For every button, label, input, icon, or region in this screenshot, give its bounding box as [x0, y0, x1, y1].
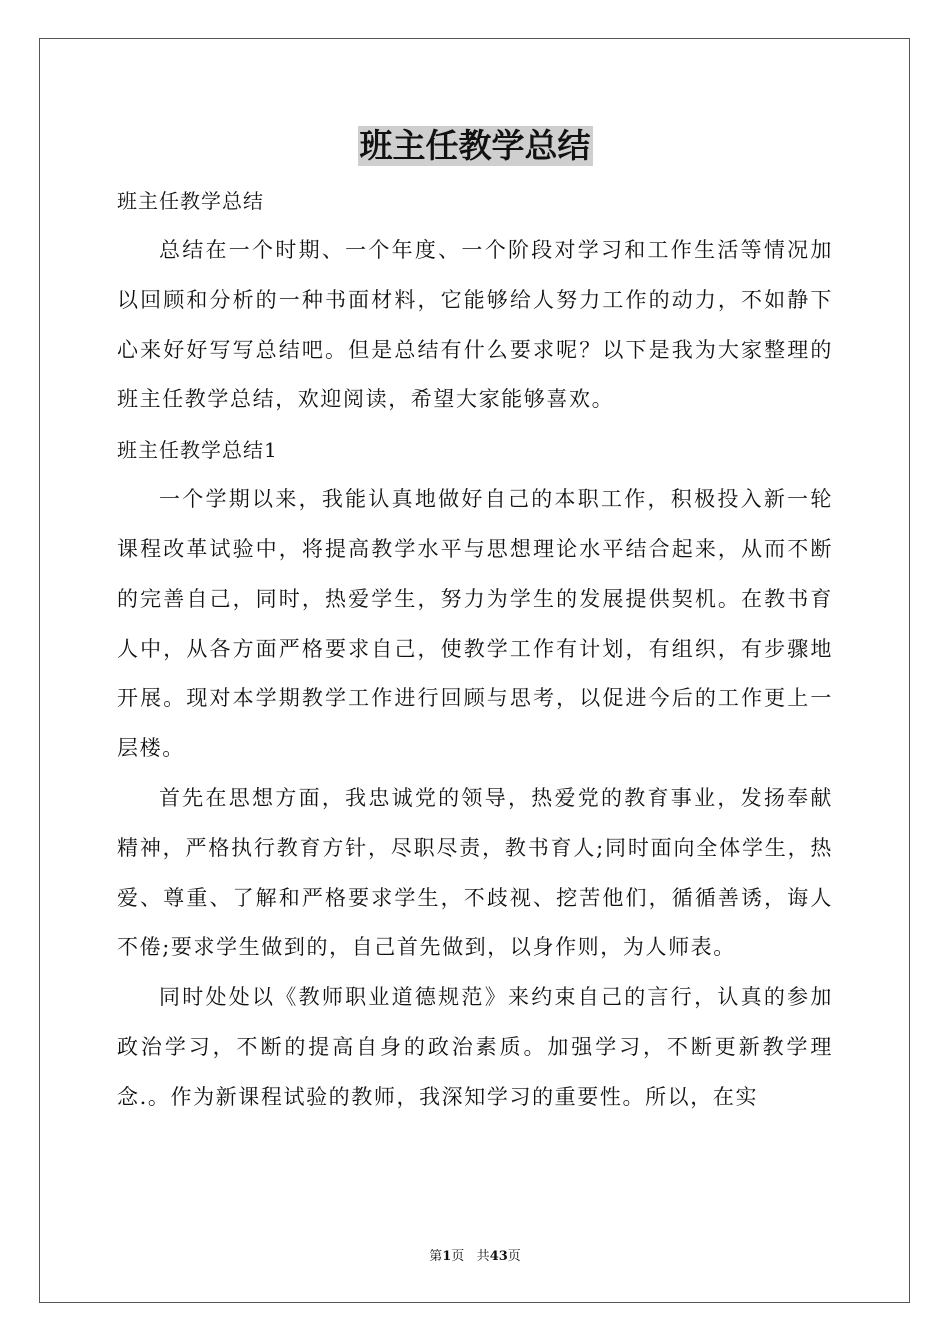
- footer-page-number: 1: [442, 1249, 452, 1264]
- footer-total-pages: 43: [489, 1249, 508, 1264]
- footer-prefix: 第: [429, 1249, 443, 1264]
- title-wrap: [117, 126, 833, 170]
- section-heading-intro: 班主任教学总结: [117, 189, 264, 213]
- footer-total-prefix: 共: [476, 1249, 490, 1264]
- section-heading-1: 班主任教学总结1: [117, 438, 278, 463]
- document-body: [117, 126, 833, 1123]
- footer-total-suffix: 页: [507, 1249, 521, 1264]
- paragraph-3: 同时处处以《教师职业道德规范》来约束自己的言行，认真的参加政治学习，不断的提高自身的政治素质。加强学习，不断更新教学理念.。作为新课程试验的教师，我深知学习的重要性。所以，在实: [117, 985, 833, 1109]
- paragraph-intro: 总结在一个时期、一个年度、一个阶段对学习和工作生活等情况加以回顾和分析的一种书面材料，它能够给人努力工作的动力，不如静下心来好好写写总结吧。但是总结有什么要求呢？以下是我为大家整理的班主任教学总结，欢迎阅读，希望大家能够喜欢。: [117, 238, 833, 412]
- document-title: 班主任教学总结: [359, 126, 591, 165]
- footer-page-suffix: 页: [451, 1249, 465, 1264]
- paragraph-1: 一个学期以来，我能认真地做好自己的本职工作，积极投入新一轮课程改革试验中，将提高教学水平与思想理论水平结合起来，从而不断的完善自己，同时，热爱学生，努力为学生的发展提供契机。在教书育人中，从各方面严格要求自己，使教学工作有计划，有组织，有步骤地开展。现对本学期教学工作进行回顾与思考，以促进今后的工作更上一层楼。: [117, 487, 833, 761]
- paragraph-2: 首先在思想方面，我忠诚党的领导，热爱党的教育事业，发扬奉献精神，严格执行教育方针，尽职尽责，教书育人;同时面向全体学生，热爱、尊重、了解和严格要求学生，不歧视、挖苦他们，循循善诱，诲人不倦;要求学生做到的，自己首先做到，以身作则，为人师表。: [117, 785, 833, 960]
- page-footer: [0, 1248, 950, 1266]
